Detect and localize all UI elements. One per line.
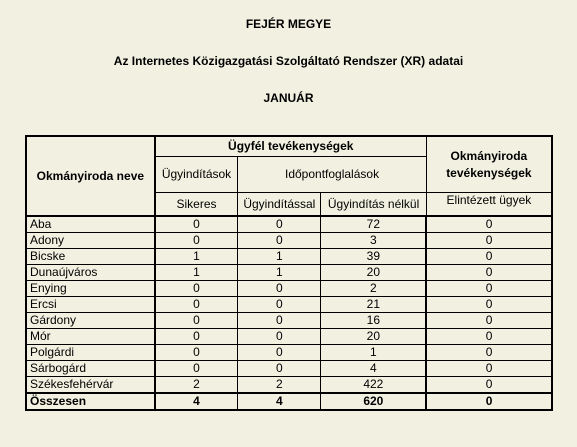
header-successful: Sikeres	[155, 193, 238, 217]
cell-elintezett: 0	[426, 233, 552, 249]
cell-ugyinditassal: 1	[238, 265, 321, 281]
cell-ugyinditassal: 0	[238, 361, 321, 377]
header-client-activities: Ügyfél tevékenységek	[155, 136, 427, 157]
table-row	[26, 265, 552, 281]
cell-elintezett: 0	[426, 361, 552, 377]
report-table	[25, 135, 553, 411]
cell-nelkul: 1	[321, 345, 426, 361]
header-appointments: Időpontfoglalások	[238, 157, 426, 193]
cell-sikeres: 0	[155, 313, 238, 329]
cell-ugyinditassal: 0	[238, 233, 321, 249]
office-name-cell: Ercsi	[26, 297, 155, 313]
cell-ugyinditassal: 0	[238, 216, 321, 233]
header-completed-cases: Elintézett ügyek	[426, 193, 552, 217]
cell-sikeres: 0	[155, 216, 238, 233]
office-name-cell: Bicske	[26, 249, 155, 265]
table-row	[26, 361, 552, 377]
cell-elintezett: 0	[426, 265, 552, 281]
table-row	[26, 216, 552, 233]
table-row	[26, 377, 552, 394]
table-row	[26, 233, 552, 249]
header-without-initiation: Ügyindítás nélkül	[321, 193, 426, 217]
office-name-cell: Dunaújváros	[26, 265, 155, 281]
table-row	[26, 345, 552, 361]
office-name-cell: Enying	[26, 281, 155, 297]
cell-sikeres: 1	[155, 265, 238, 281]
cell-sikeres: 4	[155, 393, 238, 410]
cell-sikeres: 0	[155, 361, 238, 377]
cell-elintezett: 0	[426, 393, 552, 410]
cell-sikeres: 0	[155, 345, 238, 361]
cell-sikeres: 0	[155, 233, 238, 249]
cell-ugyinditassal: 0	[238, 329, 321, 345]
header-with-initiation: Ügyindítással	[238, 193, 321, 217]
cell-elintezett: 0	[426, 281, 552, 297]
office-name-cell: Székesfehérvár	[26, 377, 155, 394]
cell-nelkul: 20	[321, 265, 426, 281]
header-case-initiations: Ügyindítások	[155, 157, 238, 193]
office-name-cell: Sárbogárd	[26, 361, 155, 377]
cell-sikeres: 0	[155, 329, 238, 345]
cell-elintezett: 0	[426, 377, 552, 394]
cell-nelkul: 20	[321, 329, 426, 345]
total-label: Összesen	[26, 393, 155, 410]
cell-sikeres: 0	[155, 297, 238, 313]
cell-nelkul: 2	[321, 281, 426, 297]
cell-sikeres: 0	[155, 281, 238, 297]
office-name-cell: Adony	[26, 233, 155, 249]
cell-sikeres: 1	[155, 249, 238, 265]
cell-elintezett: 0	[426, 345, 552, 361]
cell-nelkul: 620	[321, 393, 426, 410]
cell-nelkul: 4	[321, 361, 426, 377]
table-row	[26, 297, 552, 313]
cell-ugyinditassal: 0	[238, 313, 321, 329]
cell-elintezett: 0	[426, 297, 552, 313]
office-name-cell: Aba	[26, 216, 155, 233]
cell-nelkul: 3	[321, 233, 426, 249]
table-row	[26, 329, 552, 345]
table-row	[26, 281, 552, 297]
cell-nelkul: 39	[321, 249, 426, 265]
cell-ugyinditassal: 2	[238, 377, 321, 394]
cell-ugyinditassal: 0	[238, 281, 321, 297]
table-row	[26, 249, 552, 265]
cell-nelkul: 72	[321, 216, 426, 233]
cell-elintezett: 0	[426, 249, 552, 265]
cell-ugyinditassal: 0	[238, 345, 321, 361]
office-name-cell: Mór	[26, 329, 155, 345]
office-name-cell: Gárdony	[26, 313, 155, 329]
cell-elintezett: 0	[426, 216, 552, 233]
cell-nelkul: 422	[321, 377, 426, 394]
cell-nelkul: 16	[321, 313, 426, 329]
cell-nelkul: 21	[321, 297, 426, 313]
report-subtitle: Az Internetes Közigazgatási Szolgáltató Rendszer (XR) adatai	[113, 54, 464, 68]
header-office-name: Okmányiroda neve	[26, 136, 155, 216]
office-name-cell: Polgárdi	[26, 345, 155, 361]
cell-ugyinditassal: 0	[238, 297, 321, 313]
cell-sikeres: 2	[155, 377, 238, 394]
cell-ugyinditassal: 4	[238, 393, 321, 410]
cell-elintezett: 0	[426, 329, 552, 345]
total-row	[26, 393, 552, 410]
header-office-activities: Okmányiroda tevékenységek	[426, 136, 552, 193]
table-row	[26, 313, 552, 329]
report-month: JANUÁR	[263, 91, 314, 105]
cell-elintezett: 0	[426, 313, 552, 329]
page-title: FEJÉR MEGYE	[245, 17, 332, 31]
cell-ugyinditassal: 1	[238, 249, 321, 265]
